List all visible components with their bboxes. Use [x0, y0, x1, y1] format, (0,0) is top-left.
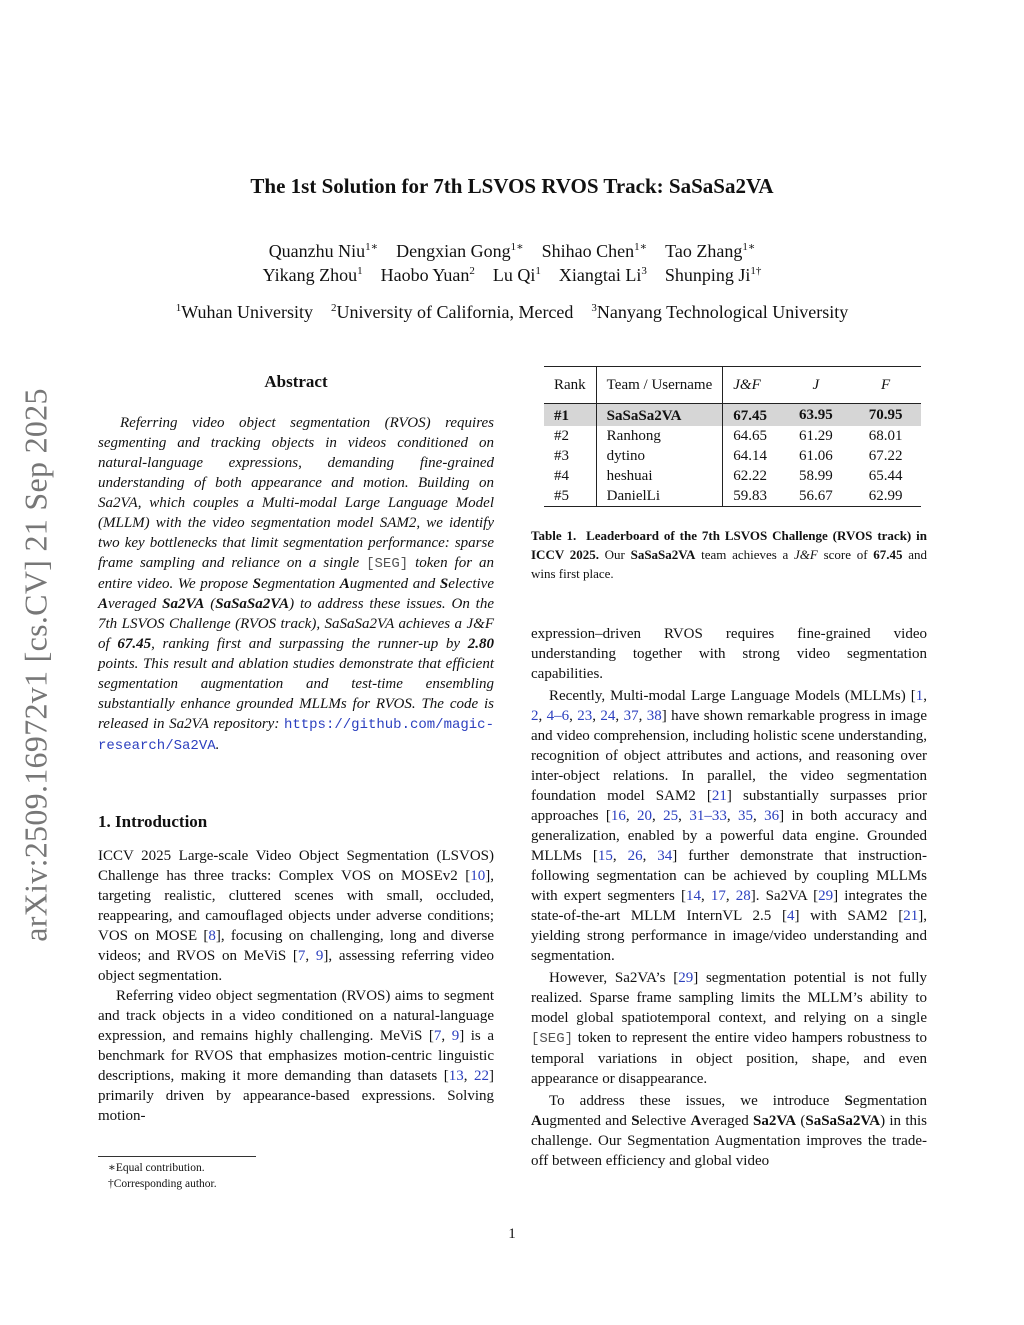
table-row [544, 404, 921, 427]
affiliation-name: Wuhan University [181, 302, 313, 322]
author-affiliation-mark: 1 [535, 265, 541, 277]
team-cell: heshuai [596, 466, 723, 486]
table-row [544, 466, 921, 486]
table-row [544, 446, 921, 466]
affiliation [331, 302, 573, 322]
method-paren: ) [289, 596, 295, 612]
body-text: ugmented and [541, 1113, 632, 1129]
abstract-paragraph [98, 413, 494, 756]
intro-paragraph-4 [531, 686, 927, 966]
body-text: , [569, 708, 578, 724]
method-word: elective [448, 576, 494, 592]
body-text: , [700, 888, 711, 904]
body-text: ICCV 2025 Large-scale Video Object Segmentation (LSVOS) Challenge has three tracks: Complex VOS on MOSEv2 [ [98, 848, 494, 884]
affiliation-list [0, 302, 1024, 323]
abstract-text: Referring video object segmentation (RVOS) requires segmenting and tracking objects in videos conditioned on natural-language expressions, demanding fine-grained understanding of both appearance and motion. Building on Sa2VA, which couples a Multi-modal Large Language Model (MLLM) with the video segmentation model SAM2, we identify two key bottlenecks that limit segmentation performance: sparse frame sampling and reliance on a single [98, 415, 494, 571]
method-paren: ( [204, 596, 216, 612]
citation-link[interactable]: 24 [600, 708, 616, 724]
abstract-body [98, 413, 494, 756]
body-text: , [638, 708, 647, 724]
rank-cell: #1 [544, 404, 596, 427]
seg-token: [SEG] [366, 556, 409, 572]
author [269, 241, 378, 261]
rank-cell: #2 [544, 426, 596, 446]
body-text: ] substantially surpasses prior approaches [ [531, 788, 927, 824]
citation-link[interactable]: 36 [764, 808, 780, 824]
author [665, 265, 762, 285]
rank-cell: #5 [544, 486, 596, 507]
intro-paragraph-2 [98, 986, 494, 1126]
body-text: , [642, 848, 658, 864]
citation-link[interactable]: 4–6 [546, 708, 570, 724]
affiliation-name: University of California, Merced [336, 302, 574, 322]
caption-title: Leaderboard of the 7th LSVOS Challenge (RVOS track) in ICCV 2025. [531, 528, 928, 562]
author [493, 265, 541, 285]
citation-link[interactable]: 17 [710, 888, 726, 904]
citation-link[interactable]: 16 [610, 808, 626, 824]
citation-link[interactable]: 26 [627, 848, 643, 864]
citation-link[interactable]: 7 [297, 948, 306, 964]
section-heading-introduction: 1. Introduction [98, 812, 208, 831]
footnote-equal-contribution: ∗Equal contribution. [108, 1162, 205, 1174]
table-body [544, 404, 921, 507]
abstract-text: points. This result and ablation studies demonstrate that efficient segmentation augmentation and test-time ensembling substantially enhance grounded MLLMs for RVOS. The code is released in Sa2VA repository: [98, 656, 494, 732]
citation-link[interactable]: 35 [737, 808, 753, 824]
body-text: , [441, 1028, 452, 1044]
body-text: ] is a benchmark for RVOS that emphasizes motion-centric linguistic descriptions, making it more demanding than datasets [ [98, 1028, 494, 1084]
author [263, 265, 363, 285]
author-affiliation-mark: 1∗ [510, 241, 524, 253]
column-header-jf: J&F [733, 376, 761, 393]
bold-text: SaSaSa2VA [805, 1113, 881, 1129]
f-cell: 67.22 [868, 447, 903, 464]
jf-cell: 64.65 [733, 427, 767, 444]
caption-text: and wins first place. [531, 547, 927, 581]
author [559, 265, 647, 285]
affiliation-mark: 2 [330, 302, 337, 314]
body-text: , [592, 708, 601, 724]
body-text: Referring video object segmentation (RVOS) aims to segment and track objects in a video conditioned on a natural-language expression, and remains highly challenging. MeViS [ [98, 988, 494, 1044]
margin-value: 2.80 [467, 636, 494, 652]
citation-link[interactable]: 14 [685, 888, 701, 904]
author-name: Shunping Ji [664, 265, 751, 285]
footnote-corresponding-author: †Corresponding author. [108, 1178, 217, 1190]
paper-title: The 1st Solution for 7th LSVOS RVOS Track: SaSaSa2VA [250, 174, 774, 198]
citation-link[interactable]: 13 [448, 1068, 464, 1084]
j-cell: 61.29 [799, 427, 833, 444]
method-acronym: SaSaSa2VA [215, 596, 290, 612]
caption-text: team achieves a [695, 547, 795, 562]
body-text: ] with SAM2 [ [794, 908, 904, 924]
body-text: , [463, 1068, 475, 1084]
table-row [544, 426, 921, 446]
body-text: ], yielding strong performance in image/video understanding and segmentation. [531, 908, 927, 964]
body-text: , [678, 808, 690, 824]
abstract-text: , ranking first and surpassing the runner-up by [151, 636, 468, 652]
team-cell: Ranhong [596, 426, 723, 446]
citation-link[interactable]: 8 [208, 928, 216, 944]
f-cell: 62.99 [868, 487, 903, 504]
body-text: , [305, 948, 316, 964]
page-number: 1 [508, 1226, 516, 1242]
author-list-row-2 [0, 265, 1024, 286]
author-affiliation-mark: 1† [750, 265, 762, 277]
author [665, 241, 755, 261]
caption-metric: J&F [794, 547, 818, 562]
body-text: , [726, 808, 738, 824]
bold-text: S [631, 1113, 640, 1129]
team-cell: dytino [596, 446, 723, 466]
body-text: ] primarily driven by appearance-based expressions. Solving motion- [98, 1068, 495, 1124]
method-word: veraged [108, 596, 163, 612]
citation-link[interactable]: 20 [637, 808, 653, 824]
affiliation-name: Nanyang Technological University [596, 302, 849, 322]
method-model: Sa2VA [162, 596, 205, 612]
caption-score: 67.45 [873, 547, 903, 562]
column-header-team: Team / Username [596, 367, 723, 404]
seg-token: [SEG] [531, 1031, 574, 1047]
citation-link[interactable]: 37 [623, 708, 639, 724]
caption-text: score of [817, 547, 874, 562]
body-text: , [752, 808, 765, 824]
body-text: elective [639, 1113, 691, 1129]
affiliation [176, 302, 313, 322]
j-cell: 63.95 [781, 404, 851, 427]
table-caption [531, 526, 927, 583]
rank-cell: #3 [544, 446, 596, 466]
author-affiliation-mark: 2 [469, 265, 475, 277]
code-repository-link[interactable]: https://github.com/magic-research/Sa2VA [98, 717, 494, 754]
method-initial: S [252, 576, 262, 592]
abstract-text: . [215, 737, 220, 753]
abstract-heading: Abstract [264, 372, 328, 391]
author-name: Tao Zhang [665, 241, 743, 261]
author-affiliation-mark: 1∗ [742, 241, 756, 253]
author-name: Dengxian Gong [396, 241, 511, 261]
citation-link[interactable]: 29 [818, 888, 834, 904]
body-text: , [612, 848, 628, 864]
f-cell: 68.01 [868, 427, 903, 444]
citation-link[interactable]: 15 [597, 848, 613, 864]
author [542, 241, 647, 261]
body-text: , [725, 888, 736, 904]
author-name: Xiangtai Li [558, 265, 642, 285]
affiliation-mark: 1 [175, 302, 182, 314]
table-header-row [544, 367, 921, 404]
rank-cell: #4 [544, 466, 596, 486]
citation-link[interactable]: 38 [646, 708, 662, 724]
citation-link[interactable]: 10 [470, 868, 486, 884]
jf-cell: 64.14 [733, 447, 767, 464]
arxiv-sidebar-stamp [6, 370, 66, 960]
intro-paragraph-1 [98, 846, 494, 986]
method-word: ugmented and [349, 576, 440, 592]
author-name: Lu Qi [492, 265, 536, 285]
body-text: ) in this challenge. Our Segmentation Augmentation improves the trade-off between efficiency and global video [531, 1113, 927, 1169]
score-value: 67.45 [117, 636, 152, 652]
arxiv-id: arXiv:2509.16972v1 [cs.CV] 21 Sep 2025 [17, 388, 54, 942]
body-text: veraged [701, 1113, 754, 1129]
author [381, 265, 475, 285]
citation-link[interactable]: 23 [577, 708, 593, 724]
column-header-f: F [881, 376, 891, 393]
bold-text: A [531, 1113, 542, 1129]
f-cell: 70.95 [851, 404, 921, 427]
citation-link[interactable]: 1 [915, 688, 924, 704]
author [396, 241, 523, 261]
body-text: egmentation [852, 1093, 927, 1109]
author-list-row-1 [0, 240, 1024, 262]
citation-link[interactable]: 21 [903, 908, 919, 924]
body-text: ] in both accuracy and generalization, enabled by a powerful data engine. Grounded MLLMs [ [531, 808, 928, 864]
body-text: Recently, Multi-modal Large Language Models (MLLMs) [ [549, 688, 916, 704]
body-text: ], focusing on challenging, long and diverse videos; and RVOS on MeViS [ [98, 928, 494, 964]
author-name: Quanzhu Niu [268, 241, 366, 261]
team-cell: SaSaSa2VA [596, 404, 723, 427]
citation-link[interactable]: 9 [451, 1028, 460, 1044]
j-cell: 58.99 [799, 467, 833, 484]
body-text: , [652, 808, 664, 824]
jf-cell: 67.45 [723, 404, 781, 427]
body-text: To address these issues, we introduce [549, 1093, 845, 1109]
citation-link[interactable]: 31–33 [689, 808, 727, 824]
method-initial: A [98, 596, 109, 612]
body-text: ] integrates the state-of-the-art MLLM InternVL 2.5 [ [531, 888, 927, 924]
citation-link[interactable]: 34 [657, 848, 673, 864]
column-header-j: J [812, 376, 820, 393]
body-text: ] segmentation potential is not fully realized. Sparse frame sampling limits the MLLM’s ability to model global spatiotemporal context, and relying on a single [531, 970, 927, 1026]
body-text: , [923, 688, 927, 704]
citation-link[interactable]: 2 [531, 708, 539, 724]
citation-link[interactable]: 21 [711, 788, 727, 804]
author-name: Shihao Chen [541, 241, 635, 261]
citation-link[interactable]: 29 [678, 970, 694, 986]
method-initial: A [339, 576, 350, 592]
body-text: , [615, 708, 624, 724]
bold-text: A [690, 1113, 702, 1129]
citation-link[interactable]: 9 [315, 948, 324, 964]
abstract-text: to address these issues. On the 7th LSVOS Challenge (RVOS track), SaSaSa2VA achieves a J&F of [98, 596, 494, 652]
author-name: Haobo Yuan [380, 265, 470, 285]
affiliation-mark: 3 [591, 302, 597, 314]
body-text: ], assessing referring video object segmentation. [98, 948, 495, 984]
body-text: , [625, 808, 638, 824]
body-text: token to represent the entire video hampers robustness to temporal variations in object position, shape, and even appearance or disappearance. [531, 1030, 927, 1087]
citation-link[interactable]: 4 [786, 908, 795, 924]
j-cell: 61.06 [799, 447, 833, 464]
footnote-rule [98, 1156, 256, 1157]
author-affiliation-mark: 3 [641, 265, 647, 277]
intro-paragraph-5 [531, 968, 927, 1089]
jf-cell: 59.83 [733, 487, 767, 504]
body-text: , [538, 708, 547, 724]
intro-paragraph-6 [531, 1091, 927, 1171]
bold-text: S [844, 1093, 853, 1109]
citation-link[interactable]: 28 [735, 888, 751, 904]
caption-team: SaSaSa2VA [630, 547, 696, 562]
leaderboard-table [544, 366, 921, 507]
bold-text: Sa2VA [753, 1113, 797, 1129]
footnotes [98, 1160, 217, 1192]
author-affiliation-mark: 1 [357, 265, 363, 277]
author-name: Yikang Zhou [262, 265, 358, 285]
body-text: ], targeting realistic, cluttered scenes with small, occluded, reappearing, and camouflaged objects under adverse conditions; VOS on MOSE [ [98, 868, 494, 944]
affiliation [591, 302, 848, 322]
method-word: egmentation [261, 576, 340, 592]
body-text: ( [796, 1113, 806, 1129]
j-cell: 56.67 [799, 487, 833, 504]
team-cell: DanielLi [596, 486, 723, 507]
table-row [544, 486, 921, 507]
caption-text: Our [598, 547, 631, 562]
author-affiliation-mark: 1∗ [634, 241, 648, 253]
citation-link[interactable]: 7 [433, 1028, 442, 1044]
body-text: ] further demonstrate that instruction-following segmentation can be achieved by coupling MLLMs with expert segmenters [ [531, 848, 927, 904]
citation-link[interactable]: 22 [474, 1068, 490, 1084]
caption-label: Table 1. [531, 528, 577, 543]
abstract-text: token for an entire video. We propose [98, 555, 494, 592]
introduction-left-column [98, 846, 494, 1126]
body-text: ]. Sa2VA [ [750, 888, 819, 904]
body-text: expression–driven RVOS requires fine-grained video understanding together with strong video segmentation capabilities. [531, 626, 927, 682]
body-text: ] have shown remarkable progress in image and video comprehension, including holistic scene understanding, recognition of object attributes and actions, and reasoning over inter-object relations. In parallel, the video segmentation foundation model SAM2 [ [531, 708, 928, 804]
author-affiliation-mark: 1∗ [365, 241, 379, 253]
introduction-right-column [531, 624, 927, 1171]
citation-link[interactable]: 25 [663, 808, 679, 824]
f-cell: 65.44 [868, 467, 903, 484]
column-header-rank: Rank [544, 367, 596, 404]
body-text: However, Sa2VA’s [ [549, 970, 679, 986]
method-initial: S [439, 576, 449, 592]
jf-cell: 62.22 [733, 467, 767, 484]
intro-paragraph-3 [531, 624, 927, 684]
